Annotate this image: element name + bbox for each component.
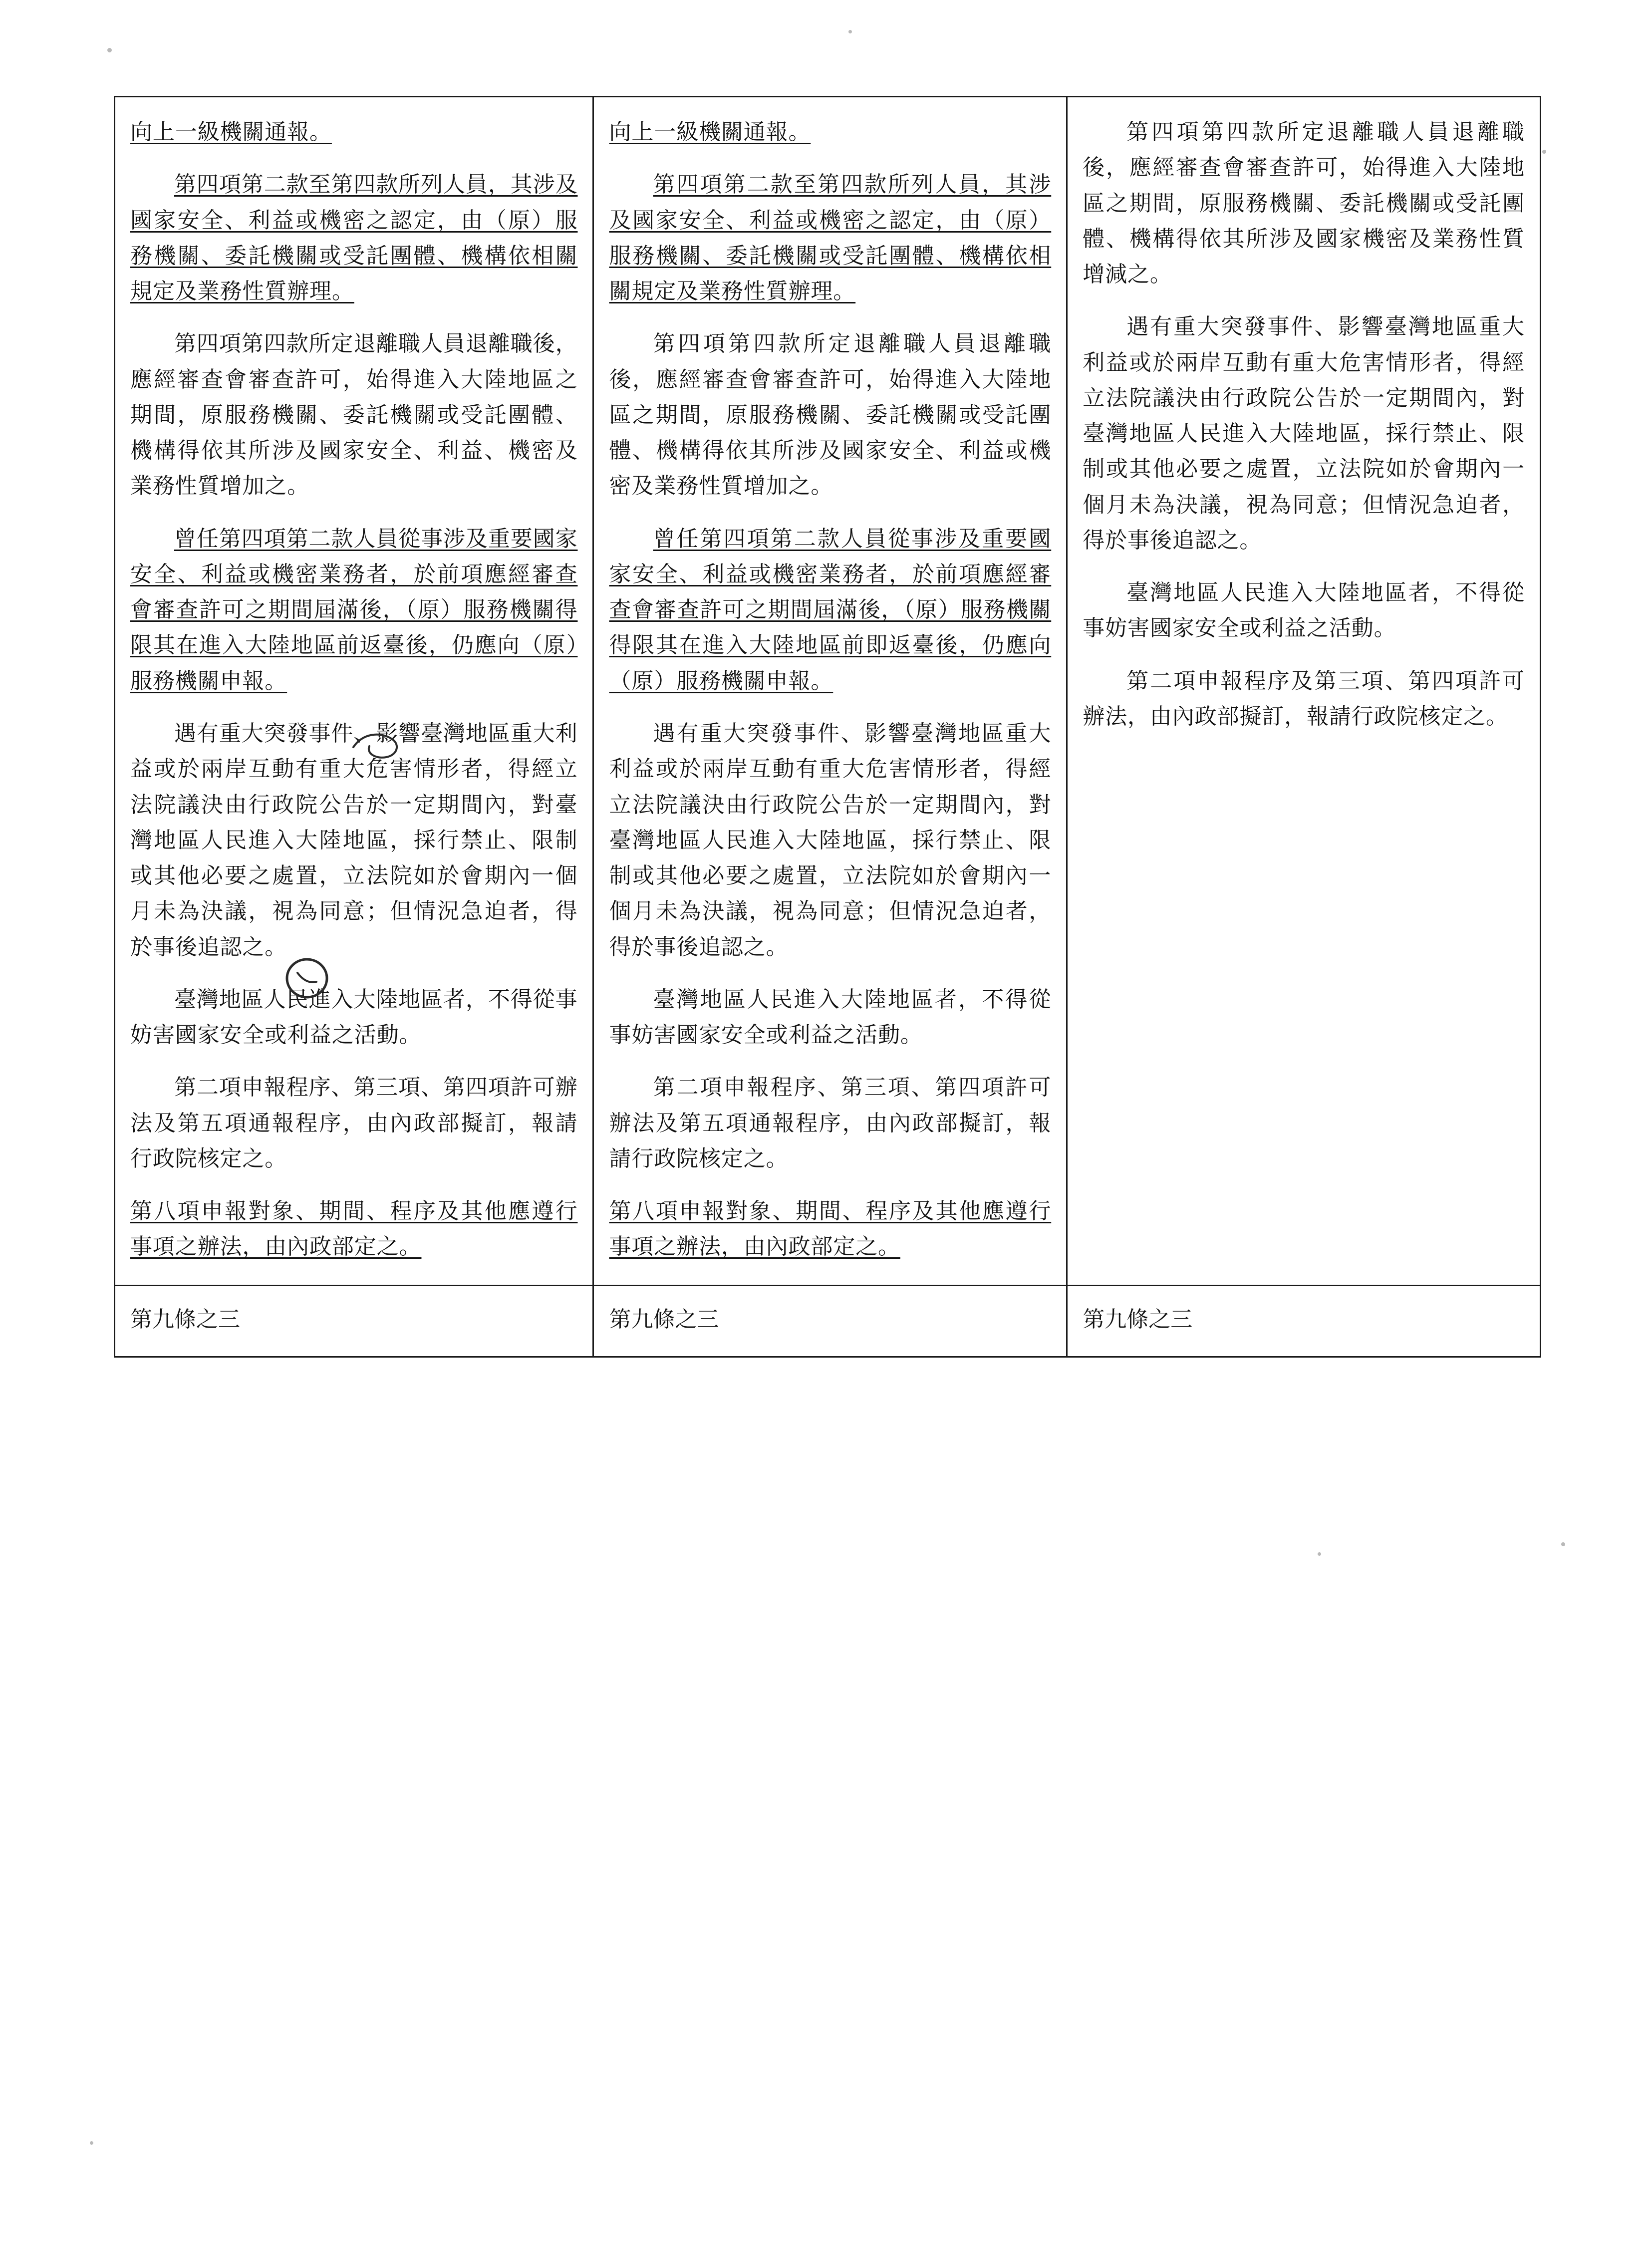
scan-speckle	[848, 30, 852, 33]
paragraph: 第二項申報程序、第三項、第四項許可辦法及第五項通報程序，由內政部擬訂，報請行政院核定之。	[609, 1075, 1052, 1171]
paragraph: 曾任第四項第二款人員從事涉及重要國家安全、利益或機密業務者，於前項應經審查會審查許可之期間屆滿後，（原）服務機關得限其在進入大陸地區前即返臺後，仍應向（原）服務機關申報。	[609, 526, 1052, 694]
paragraph: 曾任第四項第二款人員從事涉及重要國家安全、利益或機密業務者，於前項應經審查會審查許可之期間屆滿後，（原）服務機關得限其在進入大陸地區前返臺後，仍應向（原）服務機關申報。	[130, 526, 578, 694]
table-cell-column-2	[593, 97, 1067, 1286]
paragraph: 第四項第二款至第四款所列人員，其涉及國家安全、利益或機密之認定，由（原）服務機關、委託機關或受託團體、機構依相關規定及業務性質辦理。	[609, 172, 1052, 304]
paragraph: 臺灣地區人民進入大陸地區者，不得從事妨害國家安全或利益之活動。	[609, 986, 1052, 1048]
scan-speckle	[1542, 150, 1546, 154]
paragraph: 第四項第二款至第四款所列人員，其涉及國家安全、利益或機密之認定，由（原）服務機關、委託機關或受託團體、機構依相關規定及業務性質辦理。	[130, 172, 578, 304]
table-cell-column-1	[115, 97, 593, 1286]
paragraph: 向上一級機關通報。	[130, 119, 332, 145]
paragraph: 臺灣地區人民進入大陸地區者，不得從事妨害國家安全或利益之活動。	[130, 986, 578, 1048]
article-label: 第九條之三	[130, 1306, 240, 1332]
article-label: 第九條之三	[609, 1306, 719, 1332]
comparison-table	[114, 96, 1541, 1358]
comparison-table-wrapper	[114, 96, 1541, 1358]
article-label: 第九條之三	[1083, 1306, 1193, 1332]
paragraph: 第四項第四款所定退離職人員退離職後，應經審查會審查許可，始得進入大陸地區之期間，原服務機關、委託機關或受託團體、機構得依其所涉及國家機密及業務性質增減之。	[1083, 119, 1525, 287]
scan-speckle	[107, 48, 112, 52]
paragraph: 第八項申報對象、期間、程序及其他應遵行事項之辦法，由內政部定之。	[609, 1198, 1052, 1260]
table-cell-footer-column-2	[593, 1285, 1067, 1357]
paragraph: 第四項第四款所定退離職人員退離職後，應經審查會審查許可，始得進入大陸地區之期間，原服務機關、委託機關或受託團體、機構得依其所涉及國家安全、利益、機密及業務性質增加之。	[130, 331, 578, 499]
table-row	[115, 97, 1541, 1286]
paragraph: 向上一級機關通報。	[609, 119, 811, 145]
paragraph: 第四項第四款所定退離職人員退離職後，應經審查會審查許可，始得進入大陸地區之期間，原服務機關、委託機關或受託團體、機構得依其所涉及國家安全、利益或機密及業務性質增加之。	[609, 331, 1052, 499]
table-cell-column-3	[1067, 97, 1541, 1286]
paragraph: 遇有重大突發事件、影響臺灣地區重大利益或於兩岸互動有重大危害情形者，得經立法院議決由行政院公告於一定期間內，對臺灣地區人民進入大陸地區，採行禁止、限制或其他必要之處置，立法院如於會期內一個月未為決議，視為同意；但情況急迫者，得於事後追認之。	[130, 720, 578, 960]
table-cell-footer-column-3	[1067, 1285, 1541, 1357]
scan-speckle	[1318, 1552, 1321, 1556]
paragraph: 遇有重大突發事件、影響臺灣地區重大利益或於兩岸互動有重大危害情形者，得經立法院議決由行政院公告於一定期間內，對臺灣地區人民進入大陸地區，採行禁止、限制或其他必要之處置，立法院如於會期內一個月未為決議，視為同意；但情況急迫者，得於事後追認之。	[609, 720, 1052, 960]
paragraph: 臺灣地區人民進入大陸地區者，不得從事妨害國家安全或利益之活動。	[1083, 580, 1525, 641]
table-cell-footer-column-1	[115, 1285, 593, 1357]
table-footer-row	[115, 1285, 1541, 1357]
scan-speckle	[90, 2141, 93, 2145]
paragraph: 第二項申報程序及第三項、第四項許可辦法，由內政部擬訂，報請行政院核定之。	[1083, 668, 1525, 729]
scan-speckle	[1561, 1542, 1565, 1546]
paragraph: 第八項申報對象、期間、程序及其他應遵行事項之辦法，由內政部定之。	[130, 1198, 578, 1260]
paragraph: 第二項申報程序、第三項、第四項許可辦法及第五項通報程序，由內政部擬訂，報請行政院核定之。	[130, 1075, 578, 1171]
paragraph: 遇有重大突發事件、影響臺灣地區重大利益或於兩岸互動有重大危害情形者，得經立法院議決由行政院公告於一定期間內，對臺灣地區人民進入大陸地區，採行禁止、限制或其他必要之處置，立法院如於會期內一個月未為決議，視為同意；但情況急迫者，得於事後追認之。	[1083, 314, 1525, 553]
